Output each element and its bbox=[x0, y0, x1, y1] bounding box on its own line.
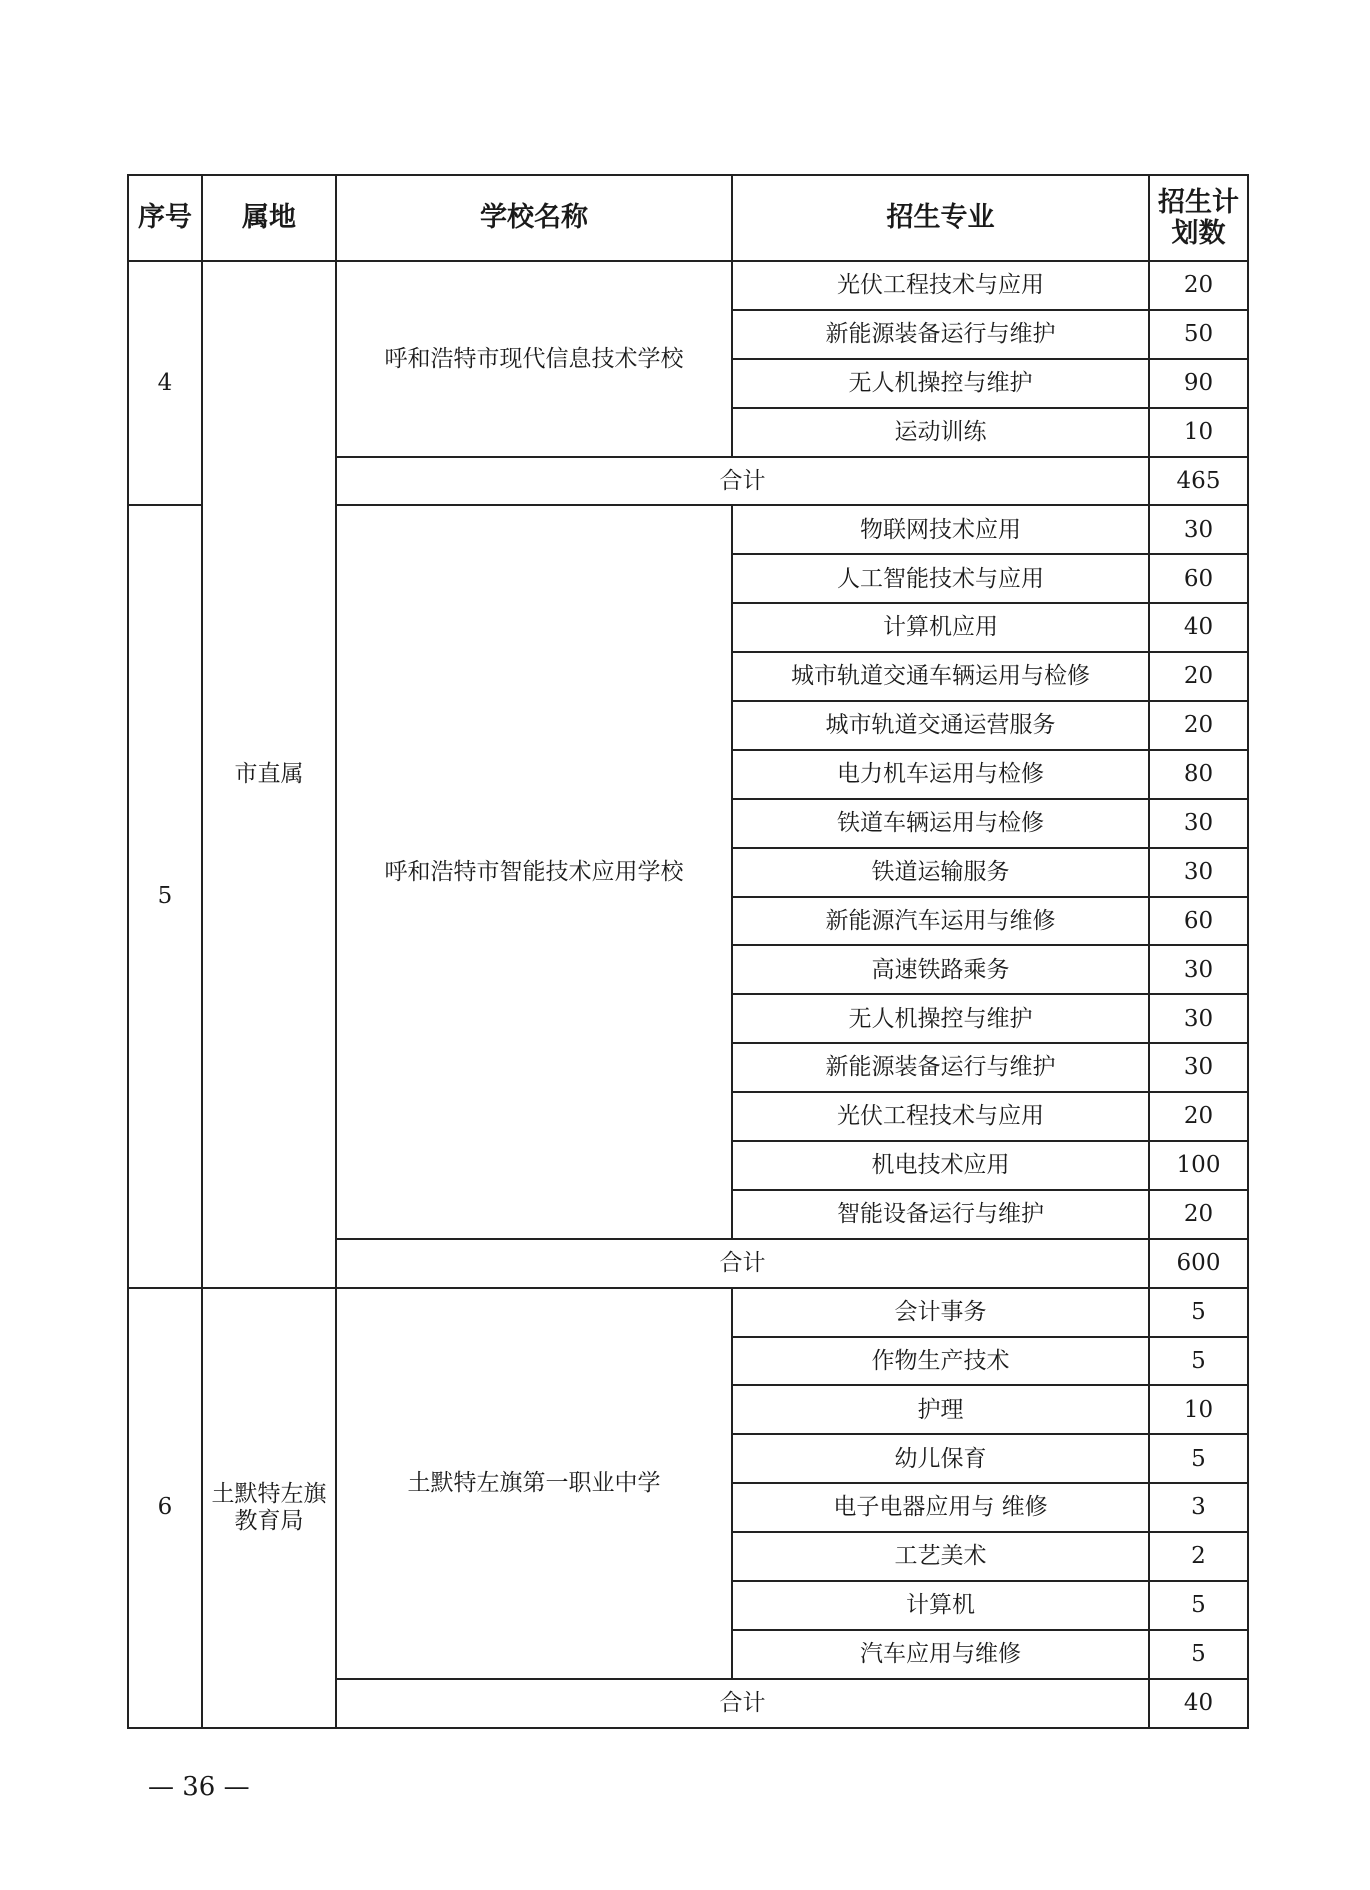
major-cell: 光伏工程技术与应用 bbox=[732, 261, 1149, 310]
count-cell: 20 bbox=[1149, 701, 1248, 750]
count-cell: 50 bbox=[1149, 310, 1248, 359]
count-cell: 20 bbox=[1149, 261, 1248, 310]
total-value: 40 bbox=[1149, 1679, 1248, 1728]
count-cell: 5 bbox=[1149, 1630, 1248, 1679]
table-body bbox=[128, 261, 1248, 1728]
count-cell: 60 bbox=[1149, 554, 1248, 603]
major-cell: 工艺美术 bbox=[732, 1532, 1149, 1581]
school-name-cell: 呼和浩特市智能技术应用学校 bbox=[336, 505, 732, 1238]
major-cell: 新能源装备运行与维护 bbox=[732, 1043, 1149, 1092]
count-cell: 5 bbox=[1149, 1337, 1248, 1386]
region-cell: 土默特左旗教育局 bbox=[202, 1288, 336, 1728]
table-row bbox=[128, 1288, 1248, 1337]
count-cell: 60 bbox=[1149, 897, 1248, 946]
total-value: 600 bbox=[1149, 1239, 1248, 1288]
major-cell: 城市轨道交通车辆运用与检修 bbox=[732, 652, 1149, 701]
count-cell: 5 bbox=[1149, 1581, 1248, 1630]
major-cell: 汽车应用与维修 bbox=[732, 1630, 1149, 1679]
major-cell: 新能源装备运行与维护 bbox=[732, 310, 1149, 359]
enrollment-table bbox=[127, 174, 1249, 1729]
count-cell: 10 bbox=[1149, 1385, 1248, 1434]
major-cell: 物联网技术应用 bbox=[732, 505, 1149, 554]
major-cell: 计算机应用 bbox=[732, 603, 1149, 652]
count-cell: 3 bbox=[1149, 1483, 1248, 1532]
count-cell: 100 bbox=[1149, 1141, 1248, 1190]
seq-cell: 4 bbox=[128, 261, 202, 505]
major-cell: 新能源汽车运用与维修 bbox=[732, 897, 1149, 946]
count-cell: 20 bbox=[1149, 1092, 1248, 1141]
region-cell: 市直属 bbox=[202, 261, 336, 1288]
count-cell: 20 bbox=[1149, 1190, 1248, 1239]
header-row bbox=[128, 175, 1248, 261]
count-cell: 10 bbox=[1149, 408, 1248, 457]
major-cell: 高速铁路乘务 bbox=[732, 945, 1149, 994]
major-cell: 智能设备运行与维护 bbox=[732, 1190, 1149, 1239]
count-cell: 40 bbox=[1149, 603, 1248, 652]
count-cell: 30 bbox=[1149, 1043, 1248, 1092]
count-cell: 2 bbox=[1149, 1532, 1248, 1581]
major-cell: 会计事务 bbox=[732, 1288, 1149, 1337]
total-value: 465 bbox=[1149, 457, 1248, 506]
major-cell: 作物生产技术 bbox=[732, 1337, 1149, 1386]
count-cell: 80 bbox=[1149, 750, 1248, 799]
major-cell: 幼儿保育 bbox=[732, 1434, 1149, 1483]
major-cell: 城市轨道交通运营服务 bbox=[732, 701, 1149, 750]
major-cell: 人工智能技术与应用 bbox=[732, 554, 1149, 603]
total-label: 合计 bbox=[336, 1679, 1149, 1728]
count-cell: 5 bbox=[1149, 1288, 1248, 1337]
count-cell: 30 bbox=[1149, 994, 1248, 1043]
header-region: 属地 bbox=[202, 175, 336, 261]
major-cell: 光伏工程技术与应用 bbox=[732, 1092, 1149, 1141]
total-label: 合计 bbox=[336, 457, 1149, 506]
count-cell: 30 bbox=[1149, 505, 1248, 554]
count-cell: 90 bbox=[1149, 359, 1248, 408]
header-plan: 招生计划数 bbox=[1149, 175, 1248, 261]
header-seq: 序号 bbox=[128, 175, 202, 261]
page-number: — 36 — bbox=[148, 1772, 250, 1802]
major-cell: 护理 bbox=[732, 1385, 1149, 1434]
major-cell: 无人机操控与维护 bbox=[732, 359, 1149, 408]
header-major: 招生专业 bbox=[732, 175, 1149, 261]
seq-cell: 5 bbox=[128, 505, 202, 1287]
major-cell: 运动训练 bbox=[732, 408, 1149, 457]
major-cell: 无人机操控与维护 bbox=[732, 994, 1149, 1043]
school-name-cell: 呼和浩特市现代信息技术学校 bbox=[336, 261, 732, 457]
count-cell: 30 bbox=[1149, 848, 1248, 897]
count-cell: 30 bbox=[1149, 945, 1248, 994]
count-cell: 5 bbox=[1149, 1434, 1248, 1483]
major-cell: 铁道车辆运用与检修 bbox=[732, 799, 1149, 848]
major-cell: 电子电器应用与 维修 bbox=[732, 1483, 1149, 1532]
total-label: 合计 bbox=[336, 1239, 1149, 1288]
count-cell: 20 bbox=[1149, 652, 1248, 701]
major-cell: 电力机车运用与检修 bbox=[732, 750, 1149, 799]
table-row bbox=[128, 261, 1248, 310]
major-cell: 计算机 bbox=[732, 1581, 1149, 1630]
major-cell: 铁道运输服务 bbox=[732, 848, 1149, 897]
major-cell: 机电技术应用 bbox=[732, 1141, 1149, 1190]
header-school: 学校名称 bbox=[336, 175, 732, 261]
count-cell: 30 bbox=[1149, 799, 1248, 848]
seq-cell: 6 bbox=[128, 1288, 202, 1728]
school-name-cell: 土默特左旗第一职业中学 bbox=[336, 1288, 732, 1679]
